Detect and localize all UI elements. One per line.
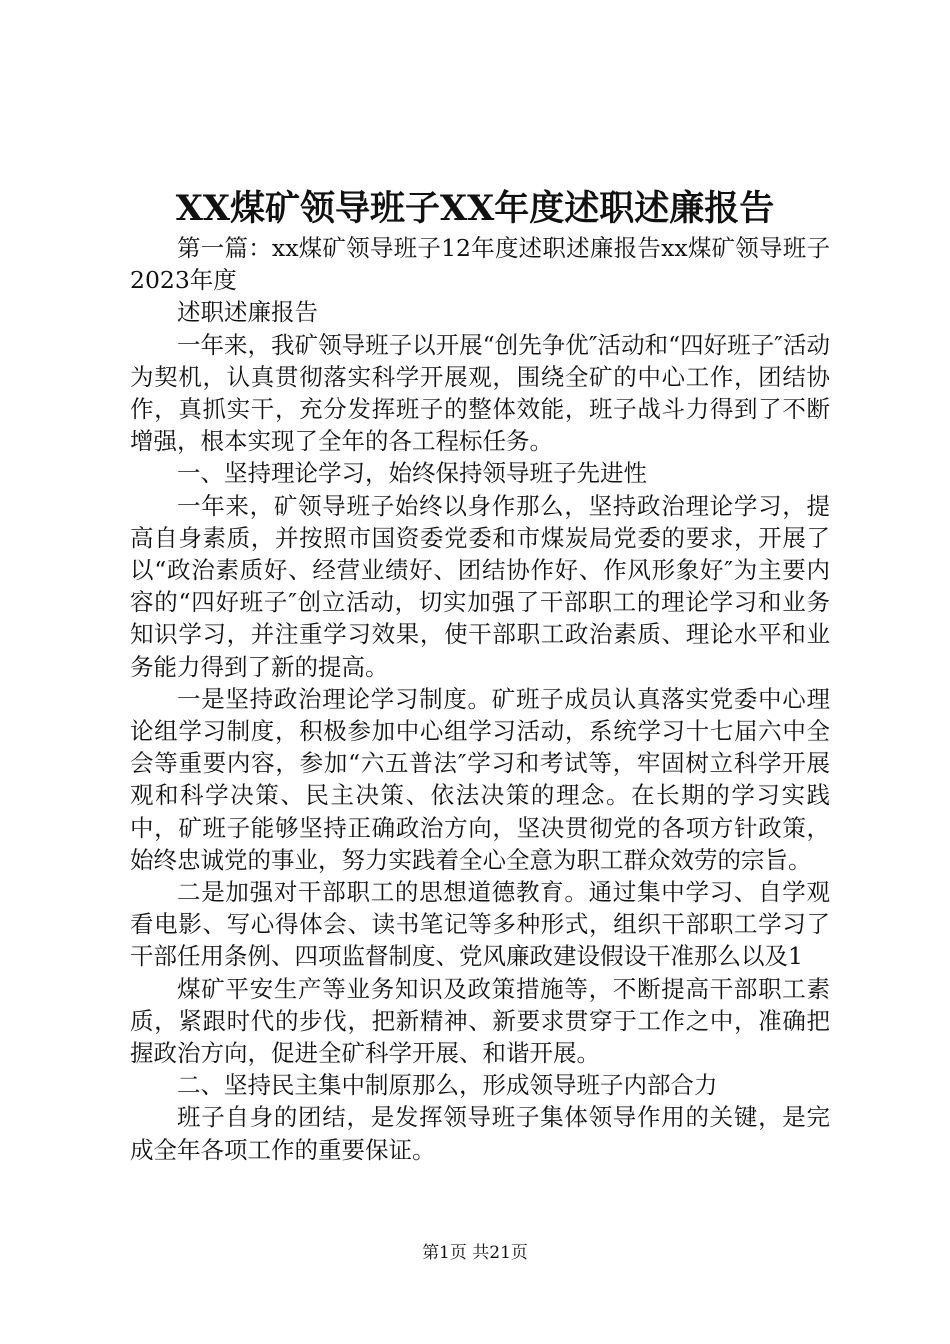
section-heading: 二、坚持民主集中制原那么，形成领导班子内部合力 (177, 1071, 718, 1100)
section-heading: 一、坚持理论学习，始终保持领导班子先进性 (177, 459, 647, 488)
paragraph: 煤矿平安生产等业务知识及政策措施等，不断提高干部职工素质，紧跟时代的步伐，把新精神、新要求贯穿于工作之中，准确把握政治方向，促进全矿科学开展、和谐开展。 (130, 974, 830, 1068)
page-number-footer: 第1页 共21页 (422, 1243, 528, 1263)
paragraph: 第一篇：xx煤矿领导班子12年度述职述廉报告xx煤矿领导班子2023年度 (130, 234, 830, 295)
paragraph: 述职述廉报告 (177, 298, 318, 327)
document-body (130, 232, 830, 1166)
paragraph: 一年来，矿领导班子始终以身作那么，坚持政治理论学习，提高自身素质，并按照市国资委党委和市煤炭局党委的要求，开展了以“政治素质好、经营业绩好、团结协作好、作风形象好″为主要内容的“四好班子″创立活动，切实加强了干部职工的理论学习和业务知识学习，并注重学习效果，使干部职工政治素质、理论水平和业务能力得到了新的提高。 (130, 491, 830, 681)
paragraph: 二是加强对干部职工的思想道德教育。通过集中学习、自学观看电影、写心得体会、读书笔记等多种形式，组织干部职工学习了干部任用条例、四项监督制度、党风廉政建设假设干准那么以及1 (130, 878, 830, 971)
paragraph: 班子自身的团结，是发挥领导班子集体领导作用的关键，是完成全年各项工作的重要保证。 (130, 1103, 830, 1164)
paragraph: 一是坚持政治理论学习制度。矿班子成员认真落实党委中心理论组学习制度，积极参加中心组学习活动，系统学习十七届六中全会等重要内容，参加“六五普法″学习和考试等，牢固树立科学开展观和科学决策、民主决策、依法决策的理念。在长期的学习实践中，矿班子能够坚持正确政治方向，坚决贯彻党的各项方针政策，始终忠诚党的事业，努力实践着全心全意为职工群众效劳的宗旨。 (130, 684, 830, 874)
paragraph: 一年来，我矿领导班子以开展“创先争优″活动和“四好班子″活动为契机，认真贯彻落实科学开展观，围绕全矿的中心工作，团结协作，真抓实干，充分发挥班子的整体效能，班子战斗力得到了不断增强，根本实现了全年的各工程标任务。 (130, 330, 830, 456)
document-title: XX煤矿领导班子XX年度述职述廉报告 (175, 188, 775, 229)
